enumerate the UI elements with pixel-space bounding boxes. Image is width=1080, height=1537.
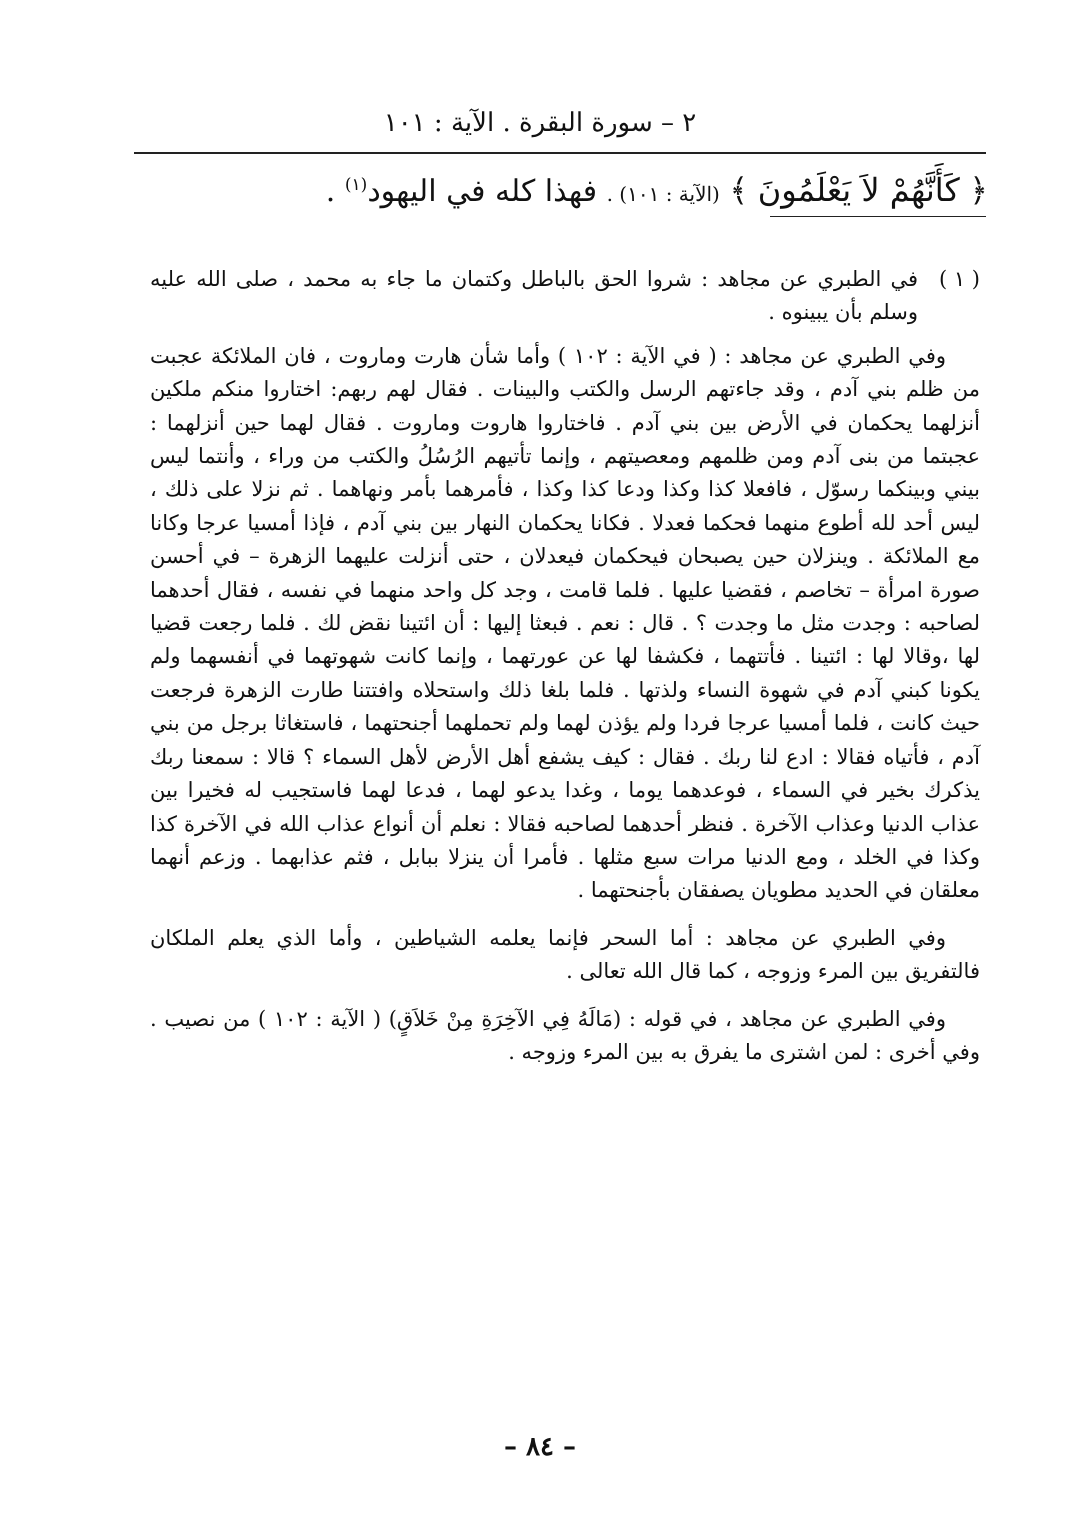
footnotes-section <box>150 263 980 1083</box>
footnote-number: ( ١ ) <box>938 267 980 291</box>
footnote-1 <box>150 263 980 330</box>
footnote-separator-rule <box>770 216 986 217</box>
verse-line <box>228 160 988 219</box>
header-rule <box>134 152 986 154</box>
verse-open-bracket: ﴿ <box>969 171 988 209</box>
verse-end: . <box>325 174 336 209</box>
footnote-paragraph: وفي الطبري عن مجاهد : أما السحر فإنما يعلمه الشياطين ، وأما الذي يعلم الملكان فالتفريق بين المرء وزوجه ، كما قال الله تعالى . <box>150 925 980 984</box>
verse-reference: (الآية : ١٠١) . <box>606 182 720 206</box>
footnote-paragraph: وفي الطبري عن مجاهد : ( في الآية : ١٠٢ ) وأما شأن هارت وماروت ، فان الملائكة عجبت من ظلم بني آدم ، وقد جاءتهم الرسل والكتب والبينات . فقال لهم ربهم: اختاروا منكم ملكين أنزلهما يحكمان في الأرض بين بني آدم . فاختاروا هاروت وماروت . فقال لهما حين أنزلهما : عجبتما من بنى آدم ومن ظلمهم ومعصيتهم ، وإنما تأتيهم الرُسُلُ والكتب من وراء ، وأنتما ليس بيني وبينكما رسوّل ، فافعلا كذا وكذا ودعا كذا وكذا ، فأمرهما بأمر ونهاهما . ثم نزلا على ذلك ، ليس أحد لله أطوع منهما فحكما فعدلا . فكانا يحكمان النهار بين بني آدم ، فإذا أمسيا عرجا وكانا مع الملائكة . وينزلان حين يصبحان فيحكمان فيعدلان ، حتى أنزلت عليهما الزهرة – في أحسن صورة امرأة – تخاصم ، فقضيا عليها . فلما قامت ، وجد كل واحد منهما في نفسه ، فقال أحدهما لصاحبه : وجدت مثل ما وجدت ؟ . قال : نعم . فبعثا إليها : أن ائتينا نقض لك . فلما رجعت قضيا لها ،وقالا لها : ائتينا . فأتتهما ، فكشفا لها عن عورتهما ، وإنما كانت شهوتهما في أنفسهما ولم يكونا كبني آدم في شهوة النساء ولذتها . فلما بلغا ذلك واستحلاه وافتتنا طارت الزهرة فرجعت حيث كانت ، فلما أمسيا عرجا فردا ولم يؤذن لهما ولم تحملهما أجنحتهما ، فاستغاثا برجل من بني آدم ، فأتياه فقالا : ادع لنا ربك . فقال : كيف يشفع أهل الأرض لأهل السماء ؟ قالا : سمعنا ربك يذكرك بخير في السماء ، فوعدهما يوما ، وغدا يدعو لهما ، فدعا لهما فاستجيب له فخيرا بين عذاب الدنيا وعذاب الآخرة . فنظر أحدهما لصاحبه فقالا : نعلم أن أنواع عذاب الله في الآخرة كذا وكذا في الخلد ، ومع الدنيا مرات سبع مثلها . فأمرا أن ينزلا ببابل ، فثم عذابهما . وزعم أنهما معلقان في الحديد مطويان يصفقان بأجنحتهما . <box>150 343 980 903</box>
verse-quote: كَأَنَّهُمْ لاَ يَعْلَمُونَ <box>757 171 960 209</box>
running-head: ٢ – سورة البقرة . الآية : ١٠١ <box>383 108 697 138</box>
page-number: – ٨٤ – <box>503 1432 577 1462</box>
footnote-text: في الطبري عن مجاهد : شروا الحق بالباطل وكتمان ما جاء به محمد ، صلى الله عليه وسلم بأن يبينوه . <box>150 267 918 325</box>
footnote-marker: (١) <box>344 175 368 195</box>
verse-tail: فهذا كله في اليهود <box>367 174 598 209</box>
footnote-paragraph: وفي الطبري عن مجاهد ، في قوله : (مَالَهُ فِي الآخِرَةِ مِنْ خَلاَقٍ) ( الآية : ١٠٢ ) من نصيب . وفي أخرى : لمن اشترى ما يفرق به بين المرء وزوجه . <box>150 1006 980 1064</box>
verse-close-bracket: ﴾ <box>729 171 749 209</box>
